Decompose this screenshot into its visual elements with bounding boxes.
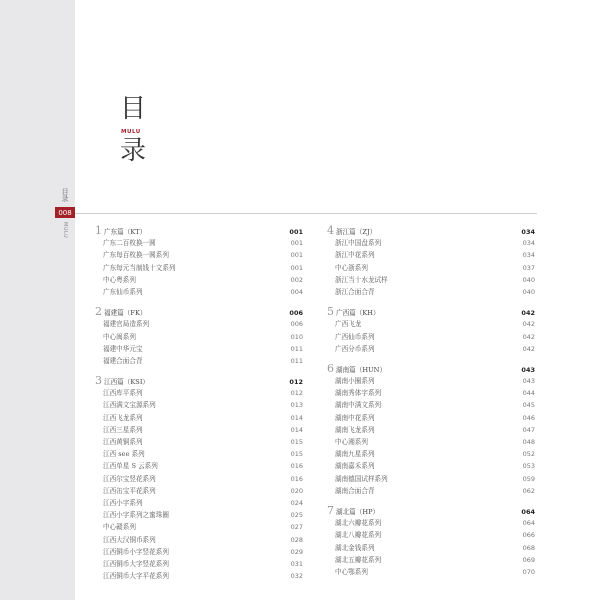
toc-section-heading[interactable] xyxy=(327,505,535,517)
toc-entry-title: 福建合面合背 xyxy=(103,356,143,365)
toc-entry-page: 001 xyxy=(290,251,303,260)
toc-section-heading[interactable] xyxy=(327,225,535,237)
section-page: 001 xyxy=(289,228,303,236)
section-number: 6 xyxy=(327,361,334,375)
toc-entry[interactable] xyxy=(95,558,303,570)
toc-entry-page: 064 xyxy=(522,519,535,528)
toc-entry-page: 034 xyxy=(522,251,535,260)
toc-entry-page: 047 xyxy=(522,425,535,434)
toc-entry-title: 湖南九星系列 xyxy=(335,450,375,459)
section-title: 浙江篇（ZJ） xyxy=(336,228,377,236)
toc-entry-title: 浙江中花系列 xyxy=(335,251,375,260)
toc-entry[interactable] xyxy=(327,262,535,274)
section-title: 江西篇（KSI） xyxy=(104,378,150,387)
toc-entry-page: 010 xyxy=(290,332,303,341)
toc-entry-page: 069 xyxy=(522,555,535,564)
toc-entry[interactable] xyxy=(327,318,535,330)
toc-entry-page: 029 xyxy=(290,547,303,556)
toc-entry[interactable] xyxy=(327,473,535,485)
section-page: 043 xyxy=(521,365,535,374)
toc-entry[interactable] xyxy=(95,343,303,355)
toc-entry-title: 江西单星 S 云系列 xyxy=(103,462,158,471)
toc-entry-page: 001 xyxy=(290,263,303,272)
section-number: 3 xyxy=(95,374,102,388)
toc-entry[interactable] xyxy=(95,318,303,330)
toc-entry-page: 070 xyxy=(522,567,535,576)
toc-entry-title: 湖南小圈系列 xyxy=(335,377,375,386)
toc-entry[interactable] xyxy=(327,424,535,436)
toc-entry[interactable] xyxy=(95,424,303,436)
toc-entry-page: 015 xyxy=(290,438,303,446)
toc-entry-title: 中心鄂系列 xyxy=(335,567,368,576)
toc-entry-title: 浙江当十水龙试样 xyxy=(335,275,388,284)
toc-entry[interactable] xyxy=(95,521,303,533)
section-number: 2 xyxy=(95,305,102,319)
toc-entry-page: 042 xyxy=(522,320,535,329)
toc-entry[interactable] xyxy=(95,412,303,424)
toc-entry[interactable] xyxy=(95,485,303,497)
toc-entry[interactable] xyxy=(95,274,303,286)
toc-entry-title: 广西分币系列 xyxy=(335,344,375,353)
toc-entry-title: 广西飞龙 xyxy=(335,320,362,329)
toc-entry-title: 湖南秀体字系列 xyxy=(335,389,382,398)
section-number: 5 xyxy=(327,305,334,319)
toc-entry-title: 江西大汉铜币系列 xyxy=(103,535,156,544)
toc-entry-page: 020 xyxy=(290,486,303,495)
toc-entry-title: 湖北五瓣花系列 xyxy=(335,555,382,564)
section-page: 012 xyxy=(289,378,303,387)
toc-entry-page: 059 xyxy=(522,474,535,483)
toc-section xyxy=(95,375,303,582)
toc-entry-title: 湖北八瓣花系列 xyxy=(335,531,382,540)
section-title: 湖北篇（HP） xyxy=(336,507,380,516)
toc-entry-title: 福建中华元宝 xyxy=(103,344,143,353)
section-title: 湖南篇（HUN） xyxy=(336,365,387,374)
section-page: 064 xyxy=(521,507,535,516)
toc-entry-page: 024 xyxy=(290,498,303,507)
toc-section xyxy=(95,306,303,367)
section-title: 广东篇（KT） xyxy=(104,228,147,236)
toc-entry-title: 福建官局造系列 xyxy=(103,320,150,329)
sidebar xyxy=(0,0,75,600)
toc-section-heading[interactable] xyxy=(327,363,535,375)
toc-entry-title: 湖南德国试样系列 xyxy=(335,474,388,483)
toc-entry[interactable] xyxy=(95,546,303,558)
toc-entry-page: 046 xyxy=(522,413,535,422)
toc-section xyxy=(327,225,535,298)
section-page: 034 xyxy=(521,228,535,236)
toc-entry-title: 浙江合面合背 xyxy=(335,287,375,296)
page-title-top: 目 xyxy=(120,94,147,124)
toc-entry[interactable] xyxy=(95,331,303,343)
toc-entry-page: 014 xyxy=(290,413,303,422)
toc-entry[interactable] xyxy=(95,534,303,546)
toc-entry[interactable] xyxy=(327,399,535,411)
toc-entry-page: 013 xyxy=(290,401,303,410)
section-page: 042 xyxy=(521,309,535,318)
toc-entry-page: 015 xyxy=(290,450,303,459)
toc-entry-page: 040 xyxy=(522,275,535,284)
toc-entry-page: 066 xyxy=(522,531,535,540)
toc-entry-page: 012 xyxy=(290,389,303,398)
toc-entry-page: 045 xyxy=(522,401,535,410)
page-title-bottom: 录 xyxy=(120,136,147,166)
toc-entry-page: 016 xyxy=(290,462,303,471)
divider xyxy=(75,213,537,214)
toc-entry-page: 043 xyxy=(522,377,535,386)
toc-section xyxy=(327,363,535,497)
toc-entry-title: 广西仙币系列 xyxy=(335,332,375,341)
toc-entry[interactable] xyxy=(327,249,535,261)
toc-left-column xyxy=(95,225,303,590)
toc-entry[interactable] xyxy=(95,262,303,274)
toc-entry-page: 002 xyxy=(290,275,303,284)
toc-entry-title: 江西铜币大字平花系列 xyxy=(103,572,169,581)
toc-entry[interactable] xyxy=(327,286,535,298)
toc-entry-title: 江西铜币大字竖花系列 xyxy=(103,559,169,568)
toc-entry[interactable] xyxy=(327,529,535,541)
toc-entry-title: 湖北金钱系列 xyxy=(335,543,375,552)
toc-section-heading[interactable] xyxy=(95,225,303,237)
page-title-subtitle: MULU xyxy=(121,129,141,135)
toc-entry-page: 004 xyxy=(290,287,303,296)
toc-entry-page: 053 xyxy=(522,462,535,471)
section-number: 1 xyxy=(95,224,102,237)
section-title: 福建篇（FK） xyxy=(104,309,147,318)
toc-entry[interactable] xyxy=(95,570,303,582)
toc-entry[interactable] xyxy=(327,448,535,460)
toc-section xyxy=(327,505,535,578)
toc-entry[interactable] xyxy=(327,436,535,448)
toc-entry[interactable] xyxy=(95,436,303,448)
toc-entry[interactable] xyxy=(327,542,535,554)
toc-section-heading[interactable] xyxy=(95,306,303,318)
toc-entry-title: 中心浙系列 xyxy=(335,263,368,272)
toc-entry-page: 011 xyxy=(290,356,303,365)
toc-entry-title: 湖南嘉禾系列 xyxy=(335,462,375,471)
toc-entry-page: 037 xyxy=(522,263,535,272)
toc-entry[interactable] xyxy=(327,485,535,497)
toc-entry-page: 068 xyxy=(522,543,535,552)
toc-entry-title: 中心赣系列 xyxy=(103,523,136,532)
toc-entry-page: 042 xyxy=(522,332,535,341)
toc-entry-page: 016 xyxy=(290,474,303,483)
toc-section-heading[interactable] xyxy=(95,375,303,387)
toc-entry-page: 011 xyxy=(290,344,303,353)
toc-entry-title: 江西小字系列 xyxy=(103,498,143,507)
toc-entry-title: 江西满文宝源系列 xyxy=(103,401,156,410)
sidebar-vertical-text: MULU xyxy=(62,222,68,239)
toc-entry-page: 044 xyxy=(522,389,535,398)
toc-entry-page: 048 xyxy=(522,438,535,446)
toc-entry-page: 040 xyxy=(522,287,535,296)
toc-entry-title: 江西铜币小字竖花系列 xyxy=(103,547,169,556)
toc-entry[interactable] xyxy=(327,331,535,343)
toc-entry-title: 湖北六瓣花系列 xyxy=(335,519,382,528)
toc-entry[interactable] xyxy=(95,399,303,411)
toc-entry-title: 中心湘系列 xyxy=(335,438,368,446)
toc-entry-page: 006 xyxy=(290,320,303,329)
toc-entry[interactable] xyxy=(95,497,303,509)
toc-entry-title: 广东仙币系列 xyxy=(103,287,143,296)
toc-entry-page: 032 xyxy=(290,572,303,581)
toc-entry-title: 中心粤系列 xyxy=(103,275,136,284)
toc-entry-title: 中心闽系列 xyxy=(103,332,136,341)
toc-section xyxy=(95,225,303,298)
toc-entry[interactable] xyxy=(95,249,303,261)
toc-entry[interactable] xyxy=(327,274,535,286)
toc-entry-page: 027 xyxy=(290,523,303,532)
section-title: 广西篇（KH） xyxy=(336,309,380,318)
sidebar-label: 目录 xyxy=(61,188,69,202)
toc-entry-page: 062 xyxy=(522,486,535,495)
toc-entry[interactable] xyxy=(327,554,535,566)
toc-entry-title: 江西缶宝平花系列 xyxy=(103,486,156,495)
toc-entry-title: 浙江中国盘系列 xyxy=(335,239,382,248)
toc-entry-title: 广东每百枚换一圆系列 xyxy=(103,251,169,260)
toc-entry[interactable] xyxy=(327,375,535,387)
toc-entry-page: 031 xyxy=(290,559,303,568)
toc-entry-title: 广东二百枚换一圆 xyxy=(103,239,156,248)
toc-entry-page: 034 xyxy=(522,239,535,248)
toc-entry[interactable] xyxy=(95,448,303,460)
toc-section xyxy=(327,306,535,355)
toc-entry[interactable] xyxy=(327,343,535,355)
toc-entry[interactable] xyxy=(95,355,303,367)
toc-entry[interactable] xyxy=(327,387,535,399)
toc-entry-title: 江西三星系列 xyxy=(103,425,143,434)
toc-entry-page: 025 xyxy=(290,511,303,520)
page-number-badge: 008 xyxy=(55,207,75,218)
toc-entry[interactable] xyxy=(327,237,535,249)
toc-entry[interactable] xyxy=(95,509,303,521)
toc-entry[interactable] xyxy=(327,412,535,424)
toc-entry-page: 014 xyxy=(290,425,303,434)
toc-entry-title: 江西 see 系列 xyxy=(103,450,145,459)
toc-entry-title: 江西库平系列 xyxy=(103,389,143,398)
toc-entry-title: 湖南合面合背 xyxy=(335,486,375,495)
section-number: 7 xyxy=(327,503,334,517)
toc-entry[interactable] xyxy=(95,286,303,298)
section-page: 006 xyxy=(289,309,303,318)
toc-entry[interactable] xyxy=(95,237,303,249)
toc-entry-title: 江西飞龙系列 xyxy=(103,413,143,422)
toc-entry-page: 042 xyxy=(522,344,535,353)
toc-right-column xyxy=(327,225,535,586)
toc-entry[interactable] xyxy=(95,387,303,399)
toc-entry-page: 052 xyxy=(522,450,535,459)
toc-entry-title: 湖南中满文系列 xyxy=(335,401,382,410)
toc-entry-title: 湖南飞龙系列 xyxy=(335,425,375,434)
toc-entry-page: 028 xyxy=(290,535,303,544)
toc-entry-title: 湖南中花系列 xyxy=(335,413,375,422)
toc-entry[interactable] xyxy=(95,473,303,485)
section-number: 4 xyxy=(327,224,334,237)
toc-entry[interactable] xyxy=(95,460,303,472)
toc-entry-title: 江西小字系列之蜜珠圈 xyxy=(103,511,169,520)
toc-section-heading[interactable] xyxy=(327,306,535,318)
toc-entry[interactable] xyxy=(327,517,535,529)
toc-entry-title: 广东每元当制钱十文系列 xyxy=(103,263,176,272)
toc-entry[interactable] xyxy=(327,566,535,578)
toc-entry-page: 001 xyxy=(290,239,303,248)
toc-entry-title: 江西黄铜系列 xyxy=(103,438,143,446)
toc-entry[interactable] xyxy=(327,460,535,472)
toc-entry-title: 江西尔宝竖花系列 xyxy=(103,474,156,483)
